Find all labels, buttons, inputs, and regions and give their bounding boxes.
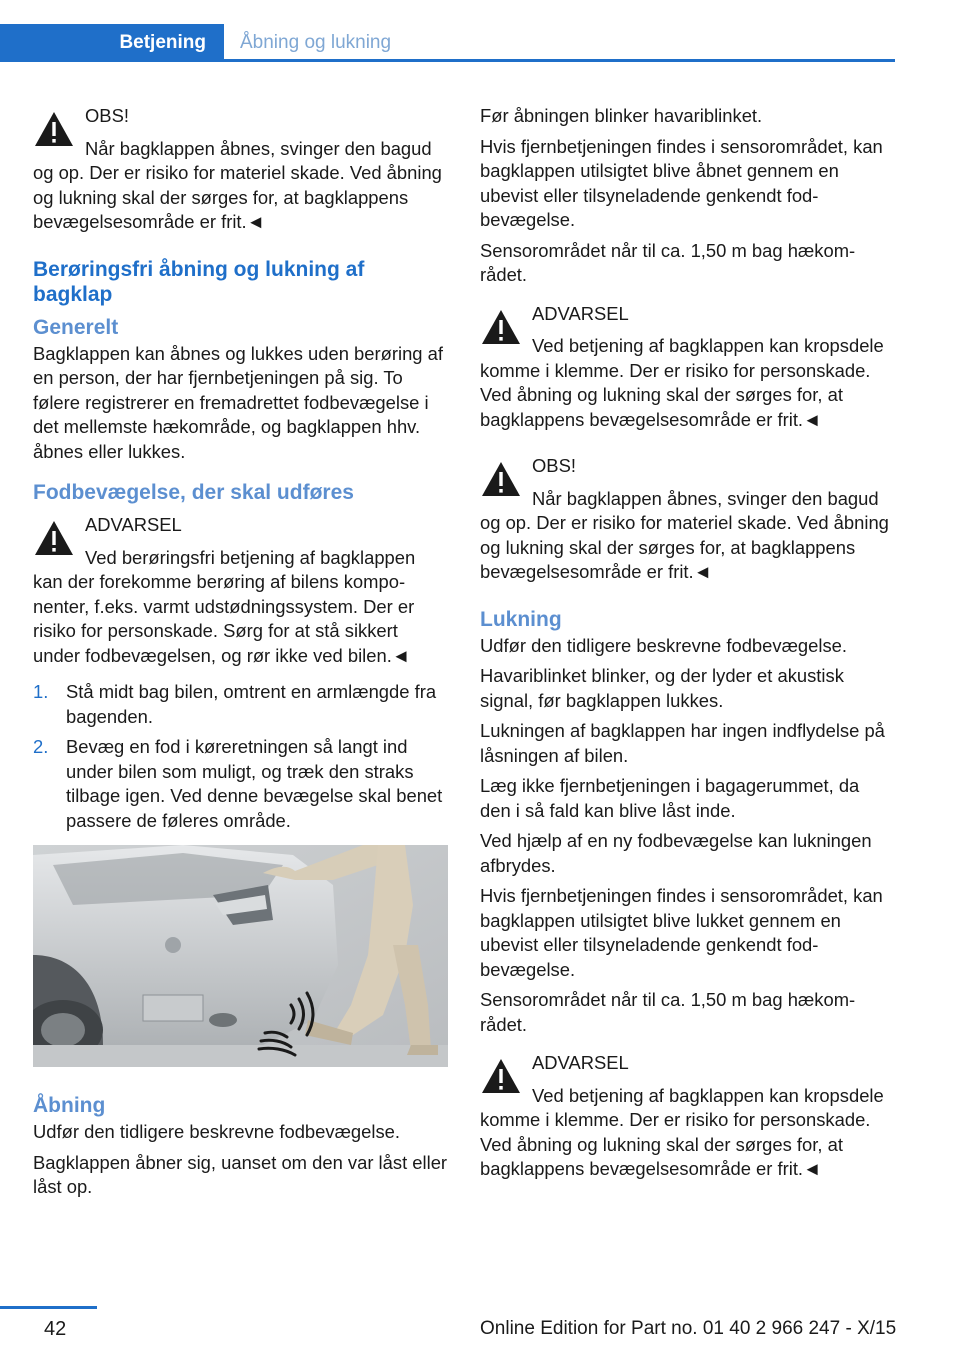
- closing-text-2: Havariblinket blinker, og der lyder et akustisk signal, før bagklappen lukkes.: [480, 665, 844, 711]
- warning-note: [33, 513, 448, 668]
- closing-text-6: Hvis fjernbetjeningen findes i sensorområdet, kan bagklappen utilsigtet blive lukket gennem en ubevist eller tilsyneladende genkendt fodbevægelse.: [480, 885, 883, 980]
- warning-triangle-icon: [480, 308, 522, 346]
- header-rule: [0, 59, 895, 62]
- subheading-foot-movement: Fodbevægelse, der skal udføres: [33, 481, 354, 504]
- chapter-tab: Betjening: [0, 24, 224, 62]
- list-item: 1. Stå midt bag bilen, omtrent en armlængde fra bagenden.: [33, 681, 437, 727]
- foot-gesture-illustration: [33, 845, 448, 1067]
- list-item: 2. Bevæg en fod i køreretningen så langt ind under bilen som muligt, og træk den straks tilbage igen. Ved denne bevægelse skal benet passere de føleres område.: [33, 736, 443, 831]
- warning-note: [480, 1051, 895, 1182]
- text-sensor-range: Sensorområdet når til ca. 1,50 m bag hækområdet.: [480, 239, 856, 285]
- page-header: [0, 24, 895, 62]
- warning-text: Ved berøringsfri betjening af bagklappen kan der forekomme berøring af bilens komponenter, f.eks. varmt udstødningssystem. Der er risiko for personskade. Sørg for at stå sikkert under fodbevægelsen, og rør ikke ved bilen.◄: [33, 546, 416, 666]
- closing-text-1: Udfør den tidligere beskrevne fodbevægelse.: [480, 634, 847, 656]
- subheading-generelt: Generelt: [33, 315, 119, 339]
- caution-title: OBS!: [85, 105, 129, 126]
- page-number: 42: [44, 1318, 67, 1340]
- text-sensor-open: Hvis fjernbetjeningen findes i sensorområdet, kan bagklappen utilsigtet blive åbnet gennem en ubevist eller tilsyneladende genkendt fodbevægelse.: [480, 135, 883, 230]
- warning-title: ADVARSEL: [532, 302, 629, 324]
- opening-text-2: Bagklappen åbner sig, uanset om den var låst eller låst op.: [33, 1151, 448, 1197]
- main-heading: Berøringsfri åbning og lukning af bagklap: [33, 257, 365, 306]
- opening-text-1: Udfør den tidligere beskrevne fodbevægelse.: [33, 1121, 400, 1142]
- closing-text-4: Læg ikke fjernbetjeningen i bagagerummet, da den i så fald kan blive låst inde.: [480, 775, 860, 821]
- warning-triangle-icon: [33, 519, 75, 557]
- closing-text-7: Sensorområdet når til ca. 1,50 m bag hækområdet.: [480, 989, 856, 1035]
- edition-note: Online Edition for Part no. 01 40 2 966 247 - X/15: [480, 1318, 897, 1339]
- subheading-opening: Åbning: [33, 1094, 106, 1117]
- warning-note: [480, 302, 895, 433]
- caution-text: Når bagklappen åbnes, svinger den bagud og op. Der er risiko for materiel skade. Ved åbning og lukning skal der sørges for, at bagklappens bevægelsesområde er frit.◄: [33, 137, 442, 232]
- warning-triangle-icon: [480, 1057, 522, 1095]
- warning-title: ADVARSEL: [85, 514, 182, 535]
- footer-rule: [0, 1306, 97, 1309]
- section-tab: Åbning og lukning: [240, 32, 392, 53]
- right-column: [480, 104, 895, 1204]
- generelt-text: Bagklappen kan åbnes og lukkes uden berøring af en person, der har fjernbetjeningen på sig. To følere registrerer en fremadrettet fodbevægelse i det mellemste hækområde, og bagklappen hhv. åbnes eller lukkes.: [33, 342, 443, 462]
- subheading-closing: Lukning: [480, 607, 562, 631]
- caution-text: Når bagklappen åbnes, svinger den bagud og op. Der er risiko for materiel skade. Ved åbning og lukning skal der sørges for, at bagklappens bevægelsesområde er frit.◄: [480, 487, 889, 582]
- caution-note: [480, 454, 895, 585]
- text-hazard-flash: Før åbningen blinker havariblinket.: [480, 105, 763, 126]
- warning-text: Ved betjening af bagklappen kan kropsdele komme i klemme. Der er risiko for personskade. Ved åbning og lukning skal der sørges for, at bagklappens bevægelsesområde er frit.◄: [480, 1084, 884, 1179]
- steps-list: [33, 680, 448, 833]
- warning-title: ADVARSEL: [532, 1052, 629, 1073]
- warning-text: Ved betjening af bagklappen kan kropsdele komme i klemme. Der er risiko for personskade. Ved åbning og lukning skal der sørges for, at bagklappens bevægelsesområde er frit.◄: [480, 335, 884, 430]
- closing-text-3: Lukningen af bagklappen har ingen indflydelse på låsningen af bilen.: [480, 720, 885, 766]
- caution-title: OBS!: [532, 455, 576, 476]
- left-column: [33, 104, 448, 1206]
- warning-triangle-icon: [480, 460, 522, 498]
- closing-text-5: Ved hjælp af en ny fodbevægelse kan lukningen afbrydes.: [480, 830, 872, 876]
- warning-triangle-icon: [33, 110, 75, 148]
- caution-note: [33, 104, 448, 235]
